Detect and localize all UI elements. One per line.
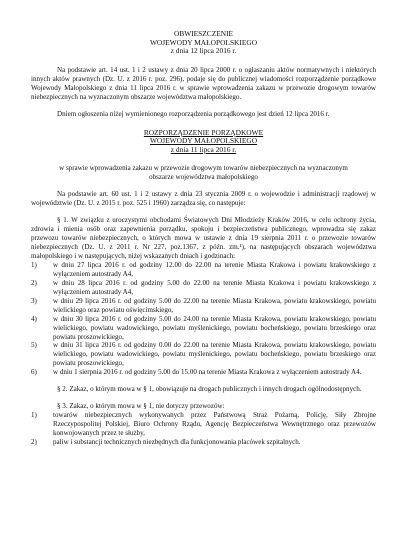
section-1-list-item-number: 3) [31, 296, 37, 305]
section-1-list-item [31, 261, 376, 279]
announcement-title: OBWIESZCZENIE [173, 29, 234, 38]
section-1-list-item [31, 279, 376, 297]
section-1-list-item-text: w dniu 29 lipca 2016 r. od godziny 5.00 do 22.00 na terenie Miasta Krakowa, powiatu krakowskiego, powiatu wielickiego oraz powiatu oświęcimskiego, [53, 296, 376, 314]
section-3-list-item [31, 411, 376, 438]
section-1-list-item-text: w dniu 28 lipca 2016 r. od godziny 5.00 do 22.00 na terenie Miasta Krakowa i powiatu krakowskiego z wyłączeniem autostrady A4, [53, 278, 376, 296]
section-1-list-item-number: 2) [31, 278, 37, 287]
section-3-list-item-text: paliw i substancji technicznych niezbędnych dla funkcjonowania placówek szpitalnych. [53, 438, 301, 447]
section-1-list-item-number: 4) [31, 314, 37, 323]
regulation-subject: w sprawie wprowadzenia zakazu w przewozie drogowym towarów niebezpiecznych na wyznaczonym obszarze województwa małopolskiego [59, 164, 348, 182]
section-1-list-item [31, 297, 376, 315]
announcement-issuer: WOJEWODY MAŁOPOLSKIEGO [149, 37, 258, 47]
regulation-issuer: WOJEWODY MAŁOPOLSKIEGO [149, 136, 258, 146]
intro-paragraph: Na podstawie art. 14 ust. 1 i 2 ustawy z dnia 20 lipca 2000 r. o ogłaszaniu aktów normatywnych i niektórych innych aktów prawnych (Dz. U. z 2016 r. poz. 296), podaje się do publicznej wiadomości rozporządzenie porządkowe Wojewody Małopolskiego z dnia 11 lipca 2016 r. w sprawie wprowadzenia zakazu w przewozie drogowym towarów niebezpiecznych na wyznaczonym obszarze województwa małopolskiego. [31, 65, 376, 101]
section-3-list-item [31, 438, 376, 447]
section-1: § 1. W związku z uroczystymi obchodami Światowych Dni Młodzieży Kraków 2016, w celu ochrony życia, zdrowia i mienia osób oraz zapewnienia porządku, spokoju i bezpieczeństwa publicznego, wprowadza się zakaz przewozu towarów niebezpiecznych, o których mowa w ustawie z dnia 19 sierpnia 2011 r. o przewozie towarów niebezpiecznych (Dz. U. z 2011 r. Nr 227, poz.1367, z późn. zm.¹), na następujących obszarach województwa małopolskiego i w następujących, niżej wskazanych dniach i godzinach: [31, 216, 376, 260]
announcement-header [31, 30, 376, 56]
section-3-list-item-text: towarów niebezpiecznych wykonywanych przez Państwową Straż Pożarną, Policję, Siły Zbrojne Rzeczypospolitej Polskiej, Biuro Ochrony Rządu, Agencję Bezpieczeństwa Wewnętrznego oraz przewozów konwojowanych przez te służby, [53, 411, 376, 438]
section-3-list [31, 411, 376, 447]
section-3-list-item-number: 2) [31, 438, 37, 447]
section-1-list [31, 261, 376, 377]
legal-basis: Na podstawie art. 60 ust. 1 i 2 ustawy z dnia 23 stycznia 2009 r. o wojewodzie i administracji rządowej w województwie (Dz. U. z 2015 r. poz. 525 i 1960) zarządza się, co następuje: [31, 190, 376, 208]
regulation-title: ROZPORZĄDZENIE PORZĄDKOWE [143, 127, 264, 137]
regulation-header [31, 129, 376, 155]
regulation-date: z dnia 11 lipca 2016 r. [170, 144, 237, 154]
section-1-list-item-number: 6) [31, 368, 37, 377]
section-1-list-item-text: w dniu 31 lipca 2016 r. od godziny 0.00 do 22.00 na terenie Miasta Krakowa, powiatu krakowskiego, powiatu wielickiego, powiatu wadowickiego, powiatu myślenickiego, powiatu bocheńskiego, powiatu brzeskiego oraz powiatu proszowickiego, [53, 341, 376, 368]
announcement-date-paragraph: Dniem ogłoszenia niżej wymienionego rozporządzenia porządkowego jest dzień 12 lipca 2016 r. [57, 109, 330, 118]
section-1-list-item [31, 341, 376, 368]
section-1-list-item-text: w dniu 27 lipca 2016 r. od godziny 12.00 do 22.00 na terenie Miasta Krakowa i powiatu krakowskiego z wyłączeniem autostrady A4, [53, 260, 376, 278]
section-3: § 3. Zakaz, o którym mowa w § 1, nie dotyczy przewozów: [57, 402, 225, 411]
section-1-list-item [31, 368, 376, 377]
section-1-list-item-number: 1) [31, 260, 37, 269]
section-2: § 2. Zakaz, o którym mowa w § 1, obowiązuje na drogach publicznych i innych drogach ogólnodostępnych. [57, 385, 362, 394]
announcement-date: z dnia 12 lipca 2016 r. [170, 46, 237, 56]
section-3-list-item-number: 1) [31, 411, 37, 420]
section-1-list-item [31, 315, 376, 342]
section-1-list-item-number: 5) [31, 341, 37, 350]
section-1-list-item-text: w dniu 30 lipca 2016 r. od godziny 5.00 do 24.00 na terenie Miasta Krakowa, powiatu krakowskiego, powiatu wielickiego, powiatu wadowickiego, powiatu myślenickiego, powiatu bocheńskiego, powiatu brzeskiego oraz powiatu proszowickiego, [53, 314, 376, 341]
section-1-list-item-text: w dniu 1 sierpnia 2016 r. od godziny 5.00 do 15.00 na terenie Miasta Krakowa z wyłączeniem autostrady A4. [53, 368, 362, 377]
